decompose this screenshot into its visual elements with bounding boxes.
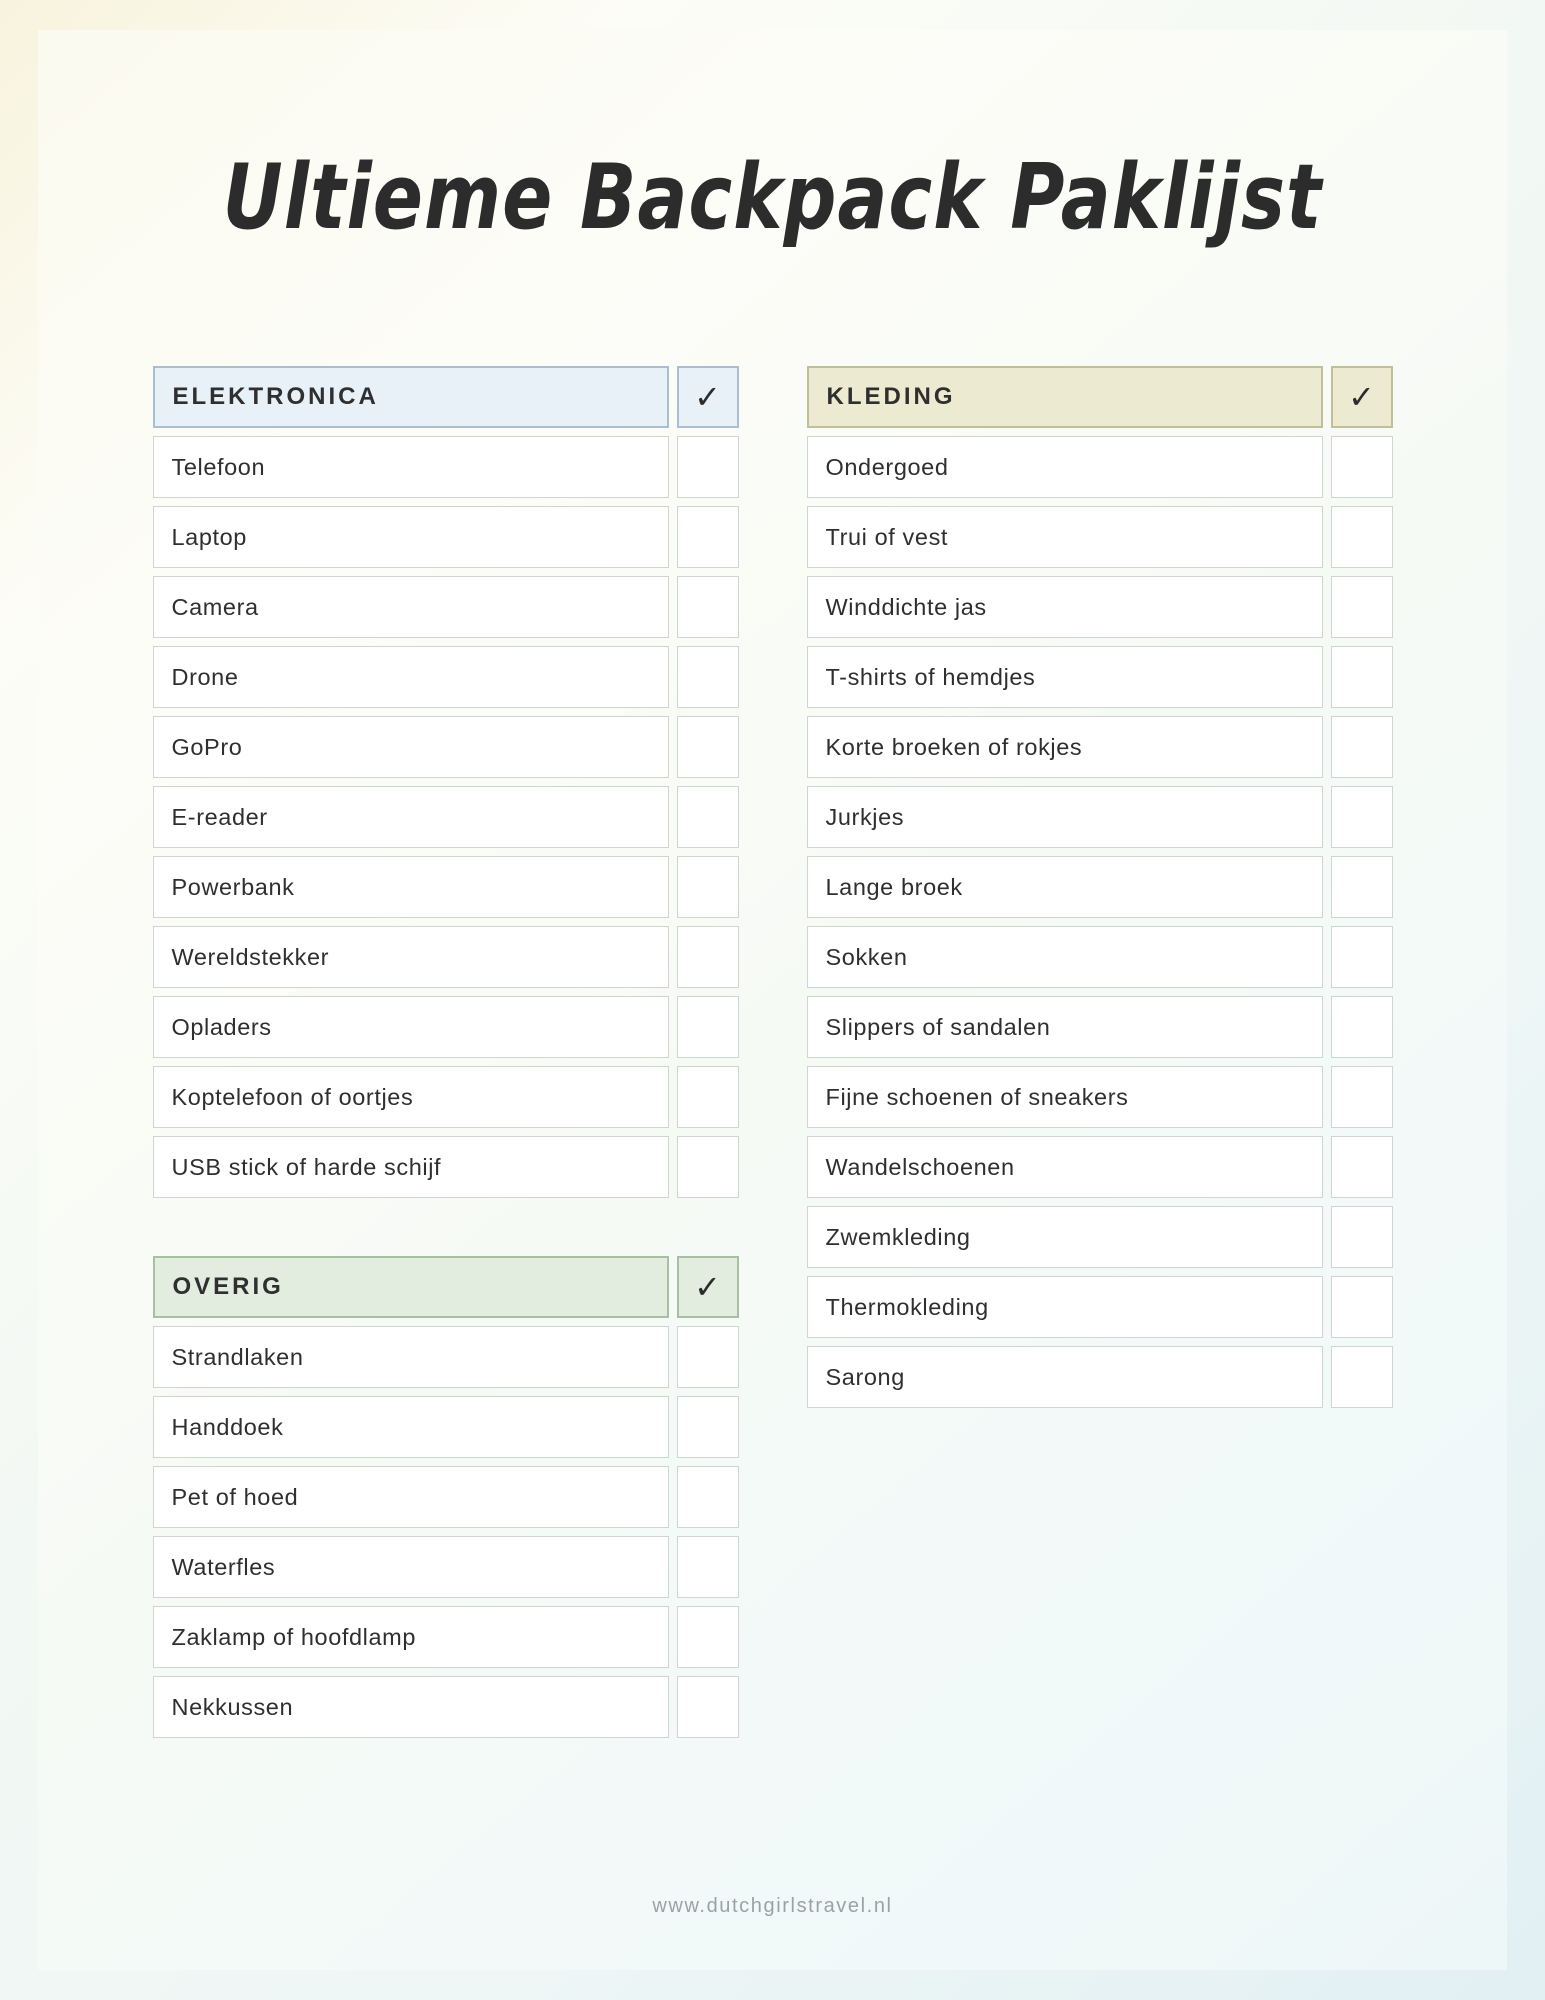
- section-header-elektronica: [153, 366, 739, 428]
- checkbox[interactable]: [677, 716, 739, 778]
- list-item: [153, 716, 739, 778]
- item-label: Handdoek: [153, 1396, 669, 1458]
- item-label: Wandelschoenen: [807, 1136, 1323, 1198]
- checkbox[interactable]: [677, 1326, 739, 1388]
- item-label: Telefoon: [153, 436, 669, 498]
- list-item: [807, 1346, 1393, 1408]
- checkbox[interactable]: [677, 1676, 739, 1738]
- list-item: [153, 1606, 739, 1668]
- list-item: [153, 856, 739, 918]
- list-item: [153, 576, 739, 638]
- checkbox[interactable]: [677, 926, 739, 988]
- list-item: [807, 926, 1393, 988]
- right-column: [807, 366, 1393, 1796]
- item-label: USB stick of harde schijf: [153, 1136, 669, 1198]
- item-label: Koptelefoon of oortjes: [153, 1066, 669, 1128]
- checkbox[interactable]: [1331, 506, 1393, 568]
- list-item: [807, 576, 1393, 638]
- list-item: [153, 926, 739, 988]
- checkbox[interactable]: [1331, 926, 1393, 988]
- checklist-columns: [38, 366, 1507, 1796]
- checkbox[interactable]: [1331, 856, 1393, 918]
- item-label: Fijne schoenen of sneakers: [807, 1066, 1323, 1128]
- list-item: [153, 436, 739, 498]
- section-header-kleding: [807, 366, 1393, 428]
- list-item: [153, 1136, 739, 1198]
- list-item: [153, 646, 739, 708]
- checkbox[interactable]: [1331, 1346, 1393, 1408]
- item-label: Wereldstekker: [153, 926, 669, 988]
- checkbox[interactable]: [1331, 646, 1393, 708]
- list-item: [153, 1066, 739, 1128]
- item-label: Ondergoed: [807, 436, 1323, 498]
- section-overig: [153, 1256, 739, 1738]
- page-title: Ultieme Backpack Paklijst: [222, 145, 1323, 250]
- item-label: Camera: [153, 576, 669, 638]
- item-label: Strandlaken: [153, 1326, 669, 1388]
- check-icon: ✓: [1331, 366, 1393, 428]
- item-label: Sokken: [807, 926, 1323, 988]
- checkbox[interactable]: [677, 996, 739, 1058]
- list-item: [807, 716, 1393, 778]
- item-label: Drone: [153, 646, 669, 708]
- list-item: [153, 1326, 739, 1388]
- left-column: [153, 366, 739, 1796]
- checkbox[interactable]: [677, 856, 739, 918]
- item-label: Pet of hoed: [153, 1466, 669, 1528]
- printable-page: [38, 30, 1507, 1970]
- item-label: Powerbank: [153, 856, 669, 918]
- section-kleding: [807, 366, 1393, 1408]
- item-label: Slippers of sandalen: [807, 996, 1323, 1058]
- list-item: [807, 646, 1393, 708]
- list-item: [153, 1676, 739, 1738]
- list-item: [153, 1396, 739, 1458]
- list-item: [807, 786, 1393, 848]
- checkbox[interactable]: [677, 436, 739, 498]
- item-label: Zwemkleding: [807, 1206, 1323, 1268]
- item-label: Korte broeken of rokjes: [807, 716, 1323, 778]
- checkbox[interactable]: [1331, 786, 1393, 848]
- checkbox[interactable]: [677, 786, 739, 848]
- checkbox[interactable]: [1331, 1136, 1393, 1198]
- section-title-kleding: KLEDING: [807, 366, 1323, 428]
- item-label: Trui of vest: [807, 506, 1323, 568]
- item-label: Winddichte jas: [807, 576, 1323, 638]
- checkbox[interactable]: [1331, 1066, 1393, 1128]
- list-item: [807, 1136, 1393, 1198]
- item-label: Lange broek: [807, 856, 1323, 918]
- checkbox[interactable]: [1331, 996, 1393, 1058]
- list-item: [153, 996, 739, 1058]
- item-label: Nekkussen: [153, 1676, 669, 1738]
- item-label: Sarong: [807, 1346, 1323, 1408]
- item-label: Jurkjes: [807, 786, 1323, 848]
- item-label: Opladers: [153, 996, 669, 1058]
- item-label: Waterfles: [153, 1536, 669, 1598]
- checkbox[interactable]: [1331, 1276, 1393, 1338]
- checkbox[interactable]: [677, 1066, 739, 1128]
- section-title-elektronica: ELEKTRONICA: [153, 366, 669, 428]
- list-item: [807, 996, 1393, 1058]
- list-item: [153, 1536, 739, 1598]
- list-item: [153, 786, 739, 848]
- checkbox[interactable]: [1331, 576, 1393, 638]
- item-label: GoPro: [153, 716, 669, 778]
- checkbox[interactable]: [677, 1606, 739, 1668]
- checkbox[interactable]: [677, 576, 739, 638]
- checkbox[interactable]: [1331, 436, 1393, 498]
- list-item: [153, 1466, 739, 1528]
- checkbox[interactable]: [1331, 1206, 1393, 1268]
- list-item: [807, 856, 1393, 918]
- list-item: [807, 1276, 1393, 1338]
- checkbox[interactable]: [677, 1396, 739, 1458]
- item-label: T-shirts of hemdjes: [807, 646, 1323, 708]
- list-item: [807, 436, 1393, 498]
- check-icon: ✓: [677, 366, 739, 428]
- item-label: Thermokleding: [807, 1276, 1323, 1338]
- list-item: [807, 1066, 1393, 1128]
- checkbox[interactable]: [677, 646, 739, 708]
- checkbox[interactable]: [677, 1466, 739, 1528]
- list-item: [807, 506, 1393, 568]
- footer-website: www.dutchgirlstravel.nl: [652, 1895, 893, 1917]
- item-label: Laptop: [153, 506, 669, 568]
- section-header-overig: [153, 1256, 739, 1318]
- checkbox[interactable]: [677, 1536, 739, 1598]
- list-item: [153, 506, 739, 568]
- checkbox[interactable]: [1331, 716, 1393, 778]
- list-item: [807, 1206, 1393, 1268]
- checkbox[interactable]: [677, 1136, 739, 1198]
- item-label: E-reader: [153, 786, 669, 848]
- item-label: Zaklamp of hoofdlamp: [153, 1606, 669, 1668]
- checkbox[interactable]: [677, 506, 739, 568]
- check-icon: ✓: [677, 1256, 739, 1318]
- section-title-overig: OVERIG: [153, 1256, 669, 1318]
- section-elektronica: [153, 366, 739, 1198]
